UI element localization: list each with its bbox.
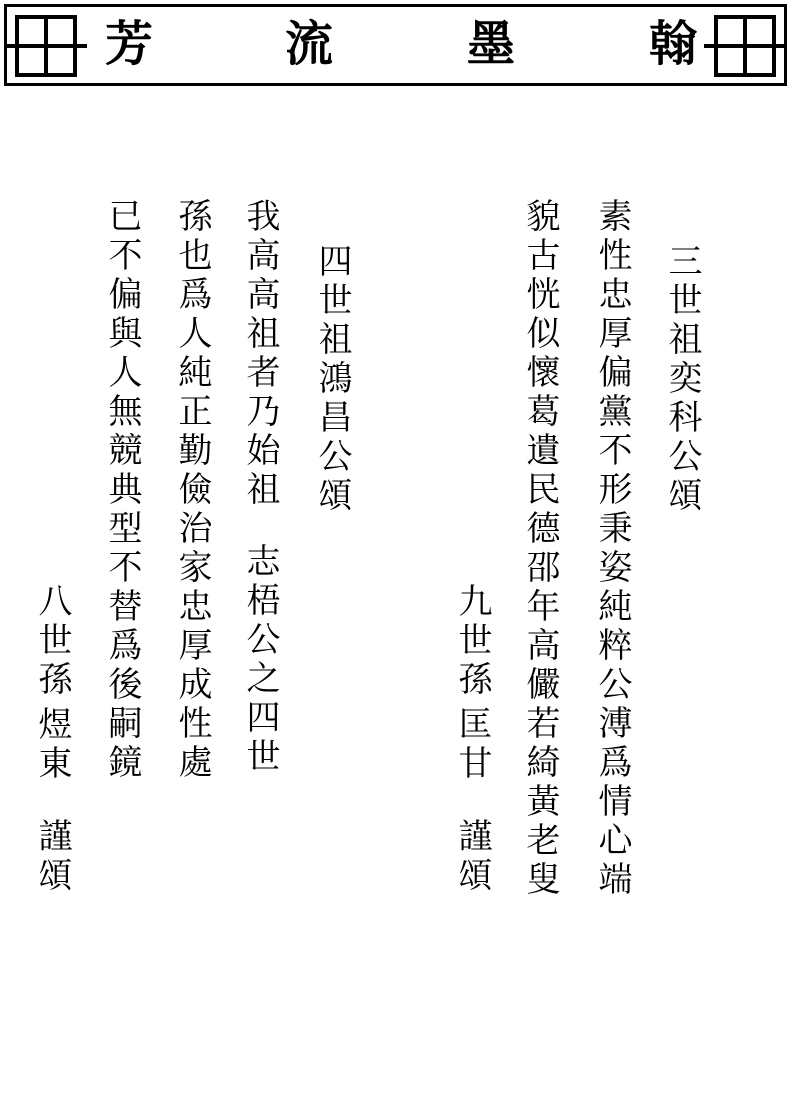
banner-char-1: 芳 (105, 16, 154, 72)
banner-char-2: 流 (285, 16, 334, 72)
header-banner (4, 4, 787, 86)
poem2-author-name: 煜東 (32, 706, 72, 784)
poem1-line-1: 素性忠厚偏黨不形秉姿純粹公溥爲情心端 (592, 198, 632, 900)
banner-char-3: 墨 (467, 16, 516, 72)
fret-ornament-right (704, 7, 784, 85)
poem2-line-2: 孫也爲人純正勤儉治家忠厚成性處 (172, 198, 212, 783)
fret-ornament-left (7, 7, 87, 85)
poem1-closing: 謹頌 (452, 818, 492, 896)
poem1-author-name: 匡甘 (452, 706, 492, 784)
poem2-author: 八世孫 (32, 583, 72, 700)
poem2-title: 四世祖鴻昌公頌 (312, 243, 352, 516)
poem2-closing: 謹頌 (32, 818, 72, 896)
poem2-line-1b: 志梧公之四世 (240, 543, 280, 777)
banner-char-4: 翰 (649, 16, 698, 72)
poem1-line-2: 貌古恍似懷葛遺民德邵年高儼若綺黃老叟 (520, 198, 560, 900)
poem2-line-1a: 我高高祖者乃始祖 (240, 198, 280, 510)
poem2-line-3: 已不偏與人無競典型不替爲後嗣鏡 (102, 198, 142, 783)
poem1-title: 三世祖奕科公頌 (662, 243, 702, 516)
poem1-author: 九世孫 (452, 583, 492, 700)
